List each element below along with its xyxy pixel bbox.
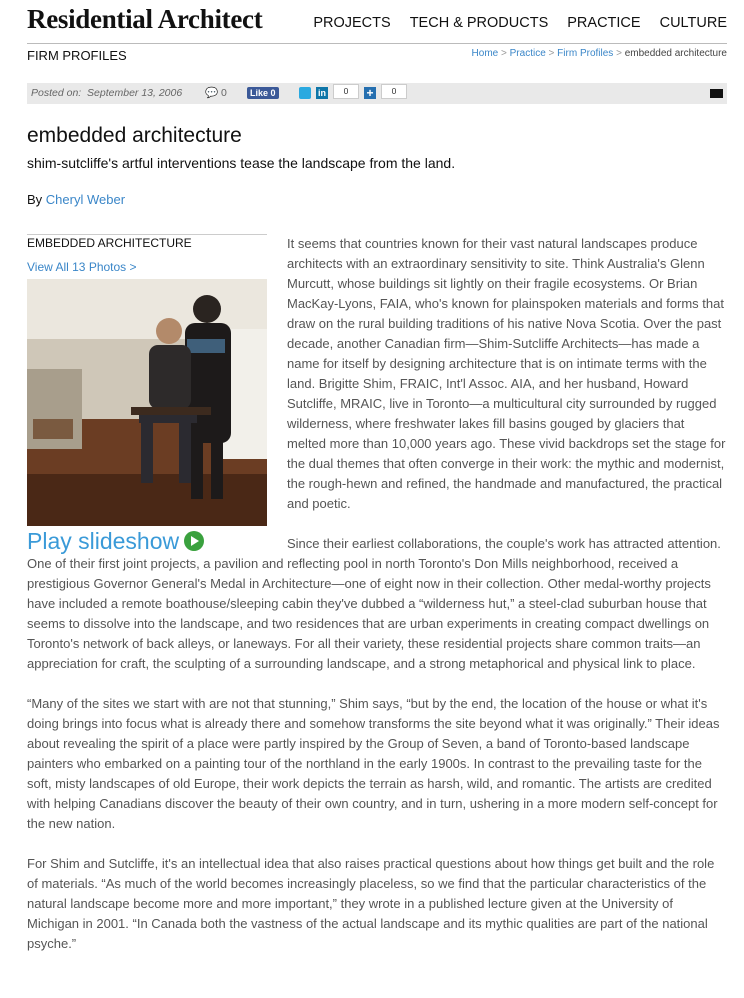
email-icon[interactable] <box>710 89 723 98</box>
article-paragraph: “Many of the sites we start with are not that stunning,” Shim says, “but by the end, the location of the house or what it's doing brings into focus what is already there and somehow transforms the site beyond what it was originally.” Their ideas about revealing the spirit of a place were partly inspired by the Group of Seven, a band of Toronto-based landscape painters who embarked on a painting tour of the northland in the early 1900s. In contrast to the prevailing taste for the soft, misty landscapes of old Europe, their work depicts the terrain as harsh, wild, and romantic. The artists are credited with helping Canadians discover the beauty of their own country, and in turn, ushering in a more modern self-concept for the new nation. <box>27 696 720 831</box>
breadcrumb-home[interactable]: Home <box>471 48 499 59</box>
article-paragraph: For Shim and Sutcliffe, it's an intellectual idea that also raises practical questions about how things get built and the role of materials. “As much of the world becomes increasingly placeless, so we find that the particular characteristics of the natural landscape become more and more important,” they wrote in a published lecture given at the University of Michigan in 2001. “In Canada both the vastness of the actual landscape and its mythic qualities are part of the national psyche.” <box>27 856 715 951</box>
byline: By Cheryl Weber <box>27 192 126 207</box>
main-nav <box>313 15 727 31</box>
play-icon <box>184 531 204 551</box>
author-link[interactable]: Cheryl Weber <box>45 192 126 207</box>
gallery-title: EMBEDDED ARCHITECTURE <box>27 236 192 250</box>
section-title: FIRM PROFILES <box>27 48 127 63</box>
article-paragraph: Since their earliest collaborations, the couple's work has attracted attention. One of their first joint projects, a pavilion and reflecting pool in north Toronto's Don Mills neighborhood, received a prestigious Governor General's Medal in Architecture—one of eight now in their collection. Other medal-worthy projects have included a remote boathouse/sleeping cabin they've dubbed a “wilderness hut,” a steel-clad suburban house that seems to dissolve into the landscape, and two residences that are urban experiments in creating compact dwellings on Toronto's network of back alleys, or laneways. For all their variety, these residential projects share common traits—an appreciation for craft, the sculpting of a surrounding landscape, and a strong metaphorical and physical link to place. <box>27 536 721 671</box>
breadcrumb <box>472 48 727 59</box>
nav-tech-products[interactable]: TECH & PRODUCTS <box>409 15 549 31</box>
breadcrumb-current: embedded architecture <box>624 48 727 59</box>
tweet-count: 0 <box>333 84 359 99</box>
post-info-bar <box>27 83 727 104</box>
play-slideshow-label: Play slideshow <box>27 528 180 554</box>
breadcrumb-practice[interactable]: Practice <box>509 48 546 59</box>
site-logo[interactable]: Residential Architect <box>27 4 263 34</box>
post-date: Posted on: September 13, 2006 <box>31 87 183 99</box>
view-all-photos-link[interactable]: View All 13 Photos > <box>27 260 137 274</box>
gallery-divider <box>27 234 267 235</box>
nav-culture[interactable]: CULTURE <box>659 15 727 31</box>
nav-practice[interactable]: PRACTICE <box>567 15 641 31</box>
play-slideshow-button[interactable] <box>27 528 204 555</box>
twitter-icon[interactable] <box>299 87 311 99</box>
nav-projects[interactable]: PROJECTS <box>313 15 391 31</box>
photo-gallery <box>27 234 267 554</box>
breadcrumb-separator: > <box>548 48 555 59</box>
comment-icon: 💬 <box>205 87 219 99</box>
breadcrumb-firm-profiles[interactable]: Firm Profiles <box>557 48 614 59</box>
share-plus-icon[interactable]: + <box>364 87 376 99</box>
article-title: embedded architecture <box>27 124 242 147</box>
header-divider <box>27 43 727 44</box>
gallery-photo[interactable] <box>27 279 267 526</box>
linkedin-icon[interactable]: in <box>318 88 326 98</box>
breadcrumb-separator: > <box>501 48 507 59</box>
facebook-like-button[interactable]: Like 0 <box>247 87 279 99</box>
article-deck: shim-sutcliffe's artful interventions tease the landscape from the land. <box>27 155 456 171</box>
share-count: 0 <box>381 84 407 99</box>
breadcrumb-separator: > <box>616 48 622 59</box>
comment-count[interactable]: 💬 0 <box>205 87 227 99</box>
article-paragraph: It seems that countries known for their vast natural landscapes produce architects with an extraordinary sensitivity to site. Think Australia's Glenn Murcutt, whose buildings sit lightly on their fragile ecosystems. Or Brian MacKay-Lyons, FAIA, who's known for plainspoken materials and forms that draw on the rural building traditions of his native Nova Scotia. Over the past decade, another Canadian firm—Shim-Sutcliffe Architects—has made a name for itself by designing architecture that is on intimate terms with the land. Brigitte Shim, FRAIC, Int'l Assoc. AIA, and her husband, Howard Sutcliffe, MRAIC, live in Toronto—a multicultural city surrounded by rugged wilderness, where freshwater lakes fill basins gouged by glaciers that melted more than 10,000 years ago. These vivid backdrops set the stage for the dual themes that often converge in their work: the mythic and modernist, the rough-hewn and refined, the handmade and manufactured, the practical and poetic. <box>287 236 726 511</box>
